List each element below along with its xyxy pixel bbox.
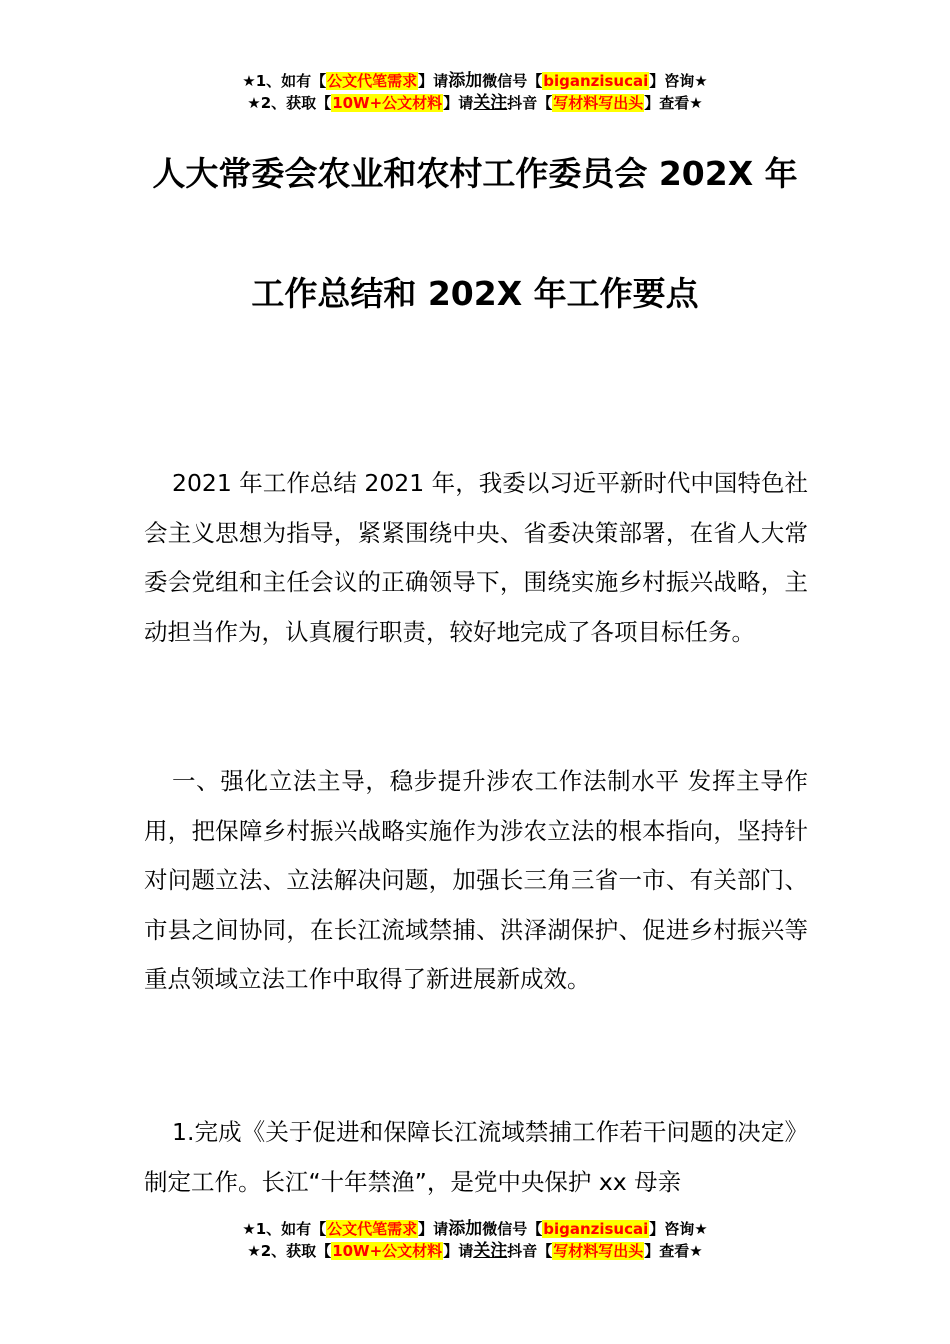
promo-banner-top <box>0 70 950 114</box>
promo-text: 抖音【 <box>507 94 553 112</box>
promo-text: 】咨询★ <box>649 1220 708 1238</box>
promo-wechat-id: biganzisucai <box>543 1220 649 1238</box>
promo-douyin-id: 写材料写出头 <box>553 1242 644 1260</box>
promo-text: 微信号【 <box>482 72 543 90</box>
promo-line-1 <box>0 70 950 92</box>
promo-line-1 <box>0 1218 950 1240</box>
promo-emphasis: 关注 <box>473 93 508 113</box>
promo-emphasis: 添加 <box>448 71 483 91</box>
promo-text: ★2、获取【 <box>247 94 332 112</box>
promo-highlight: 公文代笔需求 <box>327 1220 418 1238</box>
body-paragraph: 2021 年工作总结 2021 年，我委以习近平新时代中国特色社会主义思想为指导，紧紧围绕中央、省委决策部署，在省人大常委会党组和主任会议的正确领导下，围绕实施乡村振兴战略，主动担当作为，认真履行职责，较好地完成了各项目标任务。 <box>144 469 808 646</box>
promo-text: 】请 <box>443 1242 474 1260</box>
body-paragraph: 一、强化立法主导，稳步提升涉农工作法制水平 发挥主导作用，把保障乡村振兴战略实施作为涉农立法的根本指向，坚持针对问题立法、立法解决问题，加强长三角三省一市、有关部门、市县之间协同，在长江流域禁捕、洪泽湖保护、促进乡村振兴等重点领域立法工作中取得了新进展新成效。 <box>144 767 808 993</box>
promo-emphasis: 添加 <box>448 1219 483 1239</box>
promo-text: 】查看★ <box>644 94 703 112</box>
promo-text: 抖音【 <box>507 1242 553 1260</box>
body-paragraph: 1.完成《关于促进和保障长江流域禁捕工作若干问题的决定》制定工作。长江“十年禁渔”，是党中央保护 xx 母亲 <box>144 1118 808 1196</box>
promo-banner-bottom <box>0 1218 950 1262</box>
promo-text: 】请 <box>443 94 474 112</box>
promo-text: 】请 <box>418 1220 449 1238</box>
promo-text: 】请 <box>418 72 449 90</box>
promo-emphasis: 关注 <box>473 1241 508 1261</box>
promo-text: ★2、获取【 <box>247 1242 332 1260</box>
promo-highlight: 公文代笔需求 <box>327 72 418 90</box>
promo-douyin-id: 写材料写出头 <box>553 94 644 112</box>
promo-text: 微信号【 <box>482 1220 543 1238</box>
promo-line-2 <box>0 92 950 114</box>
promo-wechat-id: biganzisucai <box>543 72 649 90</box>
promo-text: ★1、如有【 <box>242 1220 327 1238</box>
promo-highlight: 10W+公文材料 <box>332 94 443 112</box>
document-title-line-1: 人大常委会农业和农村工作委员会 202X 年 <box>152 154 798 193</box>
document-title-line-2: 工作总结和 202X 年工作要点 <box>251 274 699 313</box>
promo-text: 】咨询★ <box>649 72 708 90</box>
promo-highlight: 10W+公文材料 <box>332 1242 443 1260</box>
promo-text: ★1、如有【 <box>242 72 327 90</box>
promo-text: 】查看★ <box>644 1242 703 1260</box>
promo-line-2 <box>0 1240 950 1262</box>
